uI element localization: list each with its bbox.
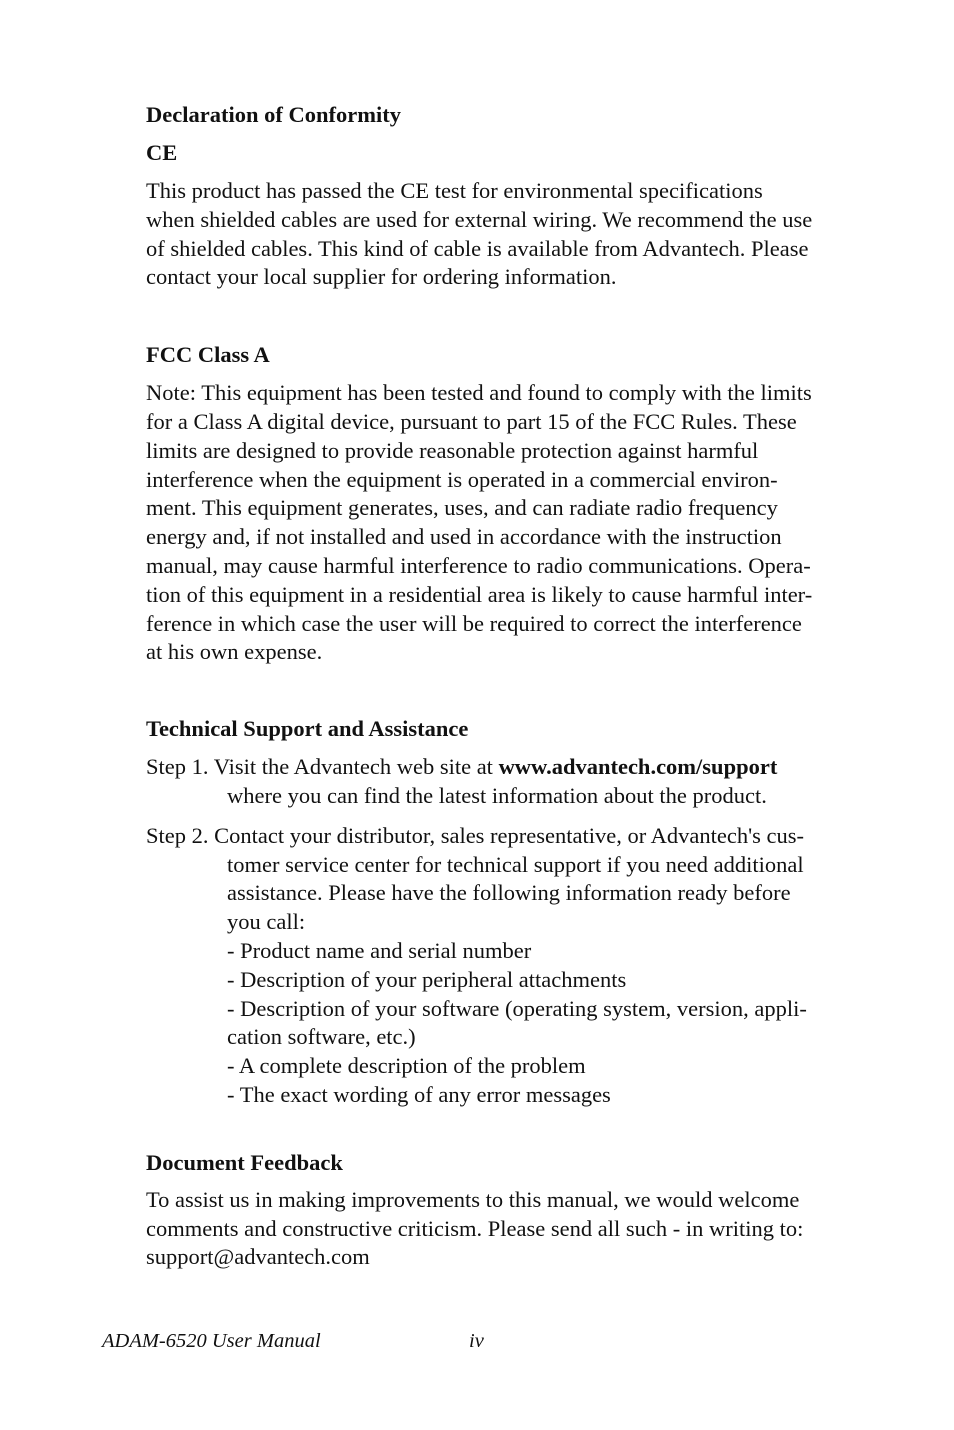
feedback-title: Document Feedback: [146, 1149, 343, 1175]
footer-page-number: iv: [469, 1330, 484, 1352]
support-url-link[interactable]: www.advantech.com/support: [498, 754, 778, 780]
fcc-line: at his own expense.: [146, 639, 323, 665]
step-2-bullet: - Product name and serial number: [227, 937, 532, 963]
fcc-title: FCC Class A: [146, 342, 270, 368]
ce-heading: CE: [146, 140, 178, 165]
step-1-line: where you can find the latest information about the product.: [227, 782, 767, 808]
step-2-first-line: Step 2. Contact your distributor, sales representative, or Advantech's cus-: [146, 822, 804, 848]
fcc-paragraph: [146, 379, 858, 667]
step-2-bullet: - Description of your peripheral attachments: [227, 966, 627, 992]
ce-paragraph: [146, 177, 858, 292]
support-title: Technical Support and Assistance: [146, 716, 469, 742]
feedback-line: To assist us in making improvements to this manual, we would welcome: [146, 1186, 800, 1212]
ce-line: when shielded cables are used for external wiring. We recommend the use: [146, 206, 813, 232]
feedback-paragraph: [146, 1186, 858, 1272]
fcc-line: limits are designed to provide reasonable protection against harmful: [146, 437, 759, 463]
step-2-bullet: - Description of your software (operating system, version, appli-: [227, 995, 807, 1021]
support-step-2: [146, 822, 858, 1110]
feedback-line: comments and constructive criticism. Please send all such - in writing to:: [146, 1215, 804, 1241]
ce-line: of shielded cables. This kind of cable is available from Advantech. Please: [146, 235, 809, 261]
step-2-line: assistance. Please have the following information ready before: [227, 880, 791, 906]
step-2-bullet: - The exact wording of any error messages: [227, 1081, 611, 1107]
support-step-1: [146, 753, 858, 811]
step-2-bullet: - A complete description of the problem: [227, 1053, 586, 1079]
step-2-line: cation software, etc.): [227, 1024, 416, 1050]
declaration-title: Declaration of Conformity: [146, 102, 401, 127]
fcc-line: Note: This equipment has been tested and found to comply with the limits: [146, 380, 812, 406]
step-1-first-line: [146, 753, 858, 782]
page-content: [146, 100, 858, 1272]
ce-line: This product has passed the CE test for environmental specifications: [146, 178, 763, 203]
footer-manual-title: ADAM-6520 User Manual: [102, 1330, 321, 1352]
fcc-line: for a Class A digital device, pursuant to part 15 of the FCC Rules. These: [146, 408, 797, 434]
step-2-line: you call:: [227, 909, 306, 935]
fcc-line: ment. This equipment generates, uses, and can radiate radio frequency: [146, 495, 778, 521]
fcc-line: manual, may cause harmful interference to radio communications. Opera-: [146, 552, 811, 578]
fcc-line: energy and, if not installed and used in accordance with the instruction: [146, 524, 782, 550]
feedback-email-link[interactable]: support@advantech.com: [146, 1244, 370, 1270]
fcc-line: tion of this equipment in a residential area is likely to cause harmful inter-: [146, 581, 813, 607]
ce-line: contact your local supplier for ordering information.: [146, 264, 617, 290]
fcc-line: ference in which case the user will be required to correct the interference: [146, 610, 802, 636]
step-2-line: tomer service center for technical support if you need additional: [227, 851, 804, 877]
fcc-line: interference when the equipment is operated in a commercial environ-: [146, 466, 778, 492]
step-1-text: Step 1. Visit the Advantech web site at: [146, 754, 499, 780]
